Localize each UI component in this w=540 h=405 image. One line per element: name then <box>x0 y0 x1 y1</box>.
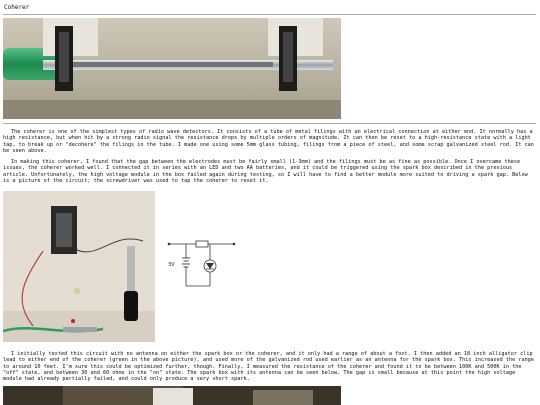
coherer-photo <box>3 18 341 119</box>
page-title: Coherer <box>4 4 30 11</box>
range-paragraph: I initially tested this circuit with no antenna on either the spark box or the coherer, and it only had a range of about a foot. I then added an 18 inch alligator clip lead to either end of the coherer (green in the above picture), and used more of the galvanized rod used earlier as an antenna for the spark box. This increased the range to around 10 feet. I'm sure this could be optimized further, though. Finally, I measured the resistance of the coherer and found it to be between 100K and 500K in the "off" state, and between 30 and 60 ohms in the "on" state. The spark box with its antenna can be seen below. The gap is small because at this point the high voltage module had already partially failed, and could only produce a very short spark. <box>3 351 534 383</box>
circuit-photo <box>3 191 155 342</box>
battery-label: 3V <box>168 262 175 268</box>
circuit-schematic <box>166 236 238 292</box>
design-paragraph: In making this coherer, I found that the gap between the electrodes must be fairly small (1-3mm) and the filings must be as fine as possible. Once I overcame these issues, the coherer worked well. I connected it in series with an LED and two AA batteries, and it could be triggered using the spark box described in the previous article. Unfortunately, the high voltage module in the box failed again during testing, so I will have to find a better module more suited to driving a spark gap. Below is a picture of the circuit; the screwdriver was used to tap the coherer to reset it. <box>3 159 528 184</box>
top-divider <box>3 14 536 15</box>
mid-divider <box>3 123 536 124</box>
spark-box-photo <box>3 386 341 405</box>
intro-paragraph: The coherer is one of the simplest types of radio wave detectors. It consists of a tube of metal filings with an electrical connection at either end. It normally has a high resistance, but when hit by a strong radio signal the resistance drops by multiple orders of magnitude. It can then be reset to a high-resistance state with a light tap, to break up or "decohere" the filings in the tube. I made one using some 5mm glass tubing, filings from a piece of steel, and some scrap galvanized steel rod. It can be seen above. <box>3 129 534 154</box>
